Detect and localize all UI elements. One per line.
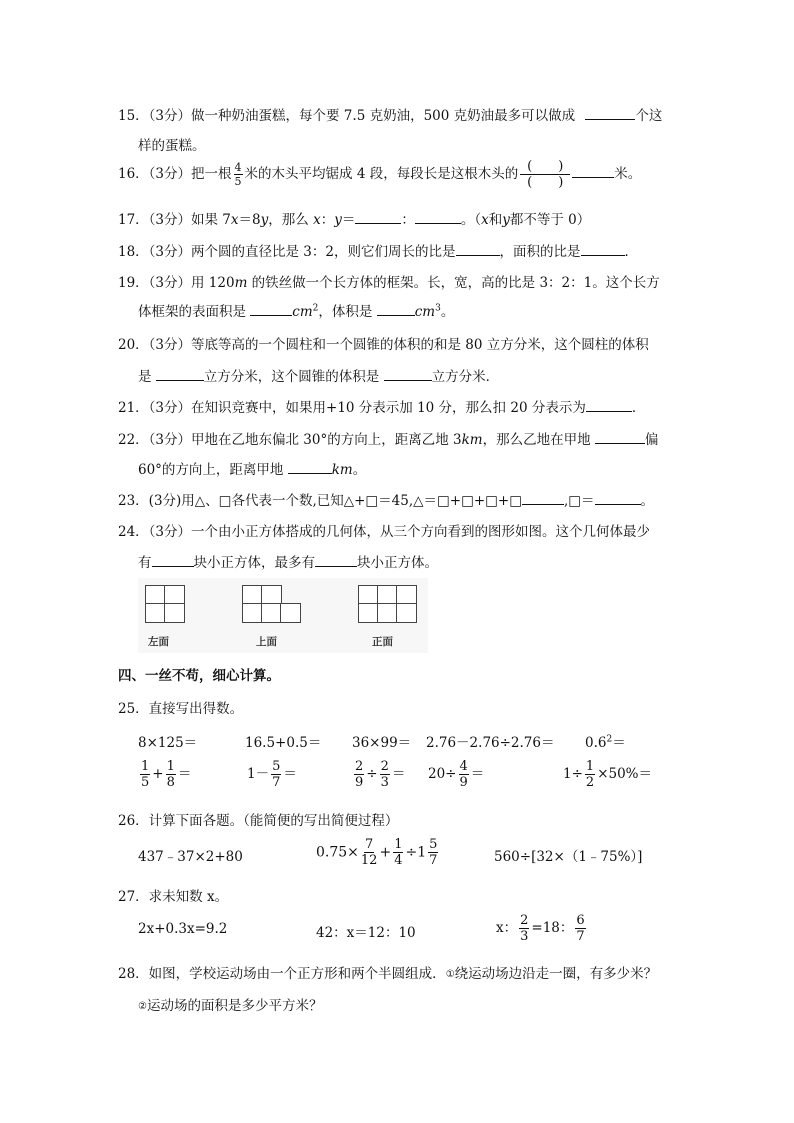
top-view-square [280,603,301,623]
question-21: 21．（3分）在知识竞赛中，如果用+10 分表示加 10 分，那么扣 20 分表示为 ． [118,396,645,416]
question-28: 28．如图，学校运动场由一个正方形和两个半圆组成．①绕运动场边沿走一圈，有多少米？ [118,966,658,982]
q25-item: 16.5+0.5＝ [245,735,322,751]
q16-answer-fraction[interactable]: $\frac{( )}{( )}$ [520,160,570,189]
left-view-square [145,585,166,605]
q23-blank-1[interactable] [522,490,564,505]
q20-blank-1[interactable] [156,366,204,381]
q21-blank[interactable] [586,397,632,412]
top-view-square [261,585,282,605]
q23-blank-2[interactable] [595,490,641,505]
q17-blank-1[interactable] [355,209,401,224]
question-19: 19．（3分）用 120m 的铁丝做一个长方体的框架。长，宽，高的比是 3：2：1。这个长方 [118,275,660,291]
q15-blank[interactable] [585,105,635,120]
q20-blank-2[interactable] [384,366,432,381]
top-view-square [261,603,282,623]
q15-text: 15．（3分）做一种奶油蛋糕，每个要 7.5 克奶油，500 克奶油最多可以做成 [118,108,576,124]
front-view-square [396,603,417,623]
q25-item: $\frac{2}{9}$ ÷ $\frac{2}{3}$ ＝ [355,759,406,790]
q26-item: 0.75× $\frac{7}{12}$ + $\frac{1}{4}$ ÷1 $\frac{5}{7}$ [316,837,438,868]
question-28-cont: ②运动场的面积是多少平方米？ [138,998,323,1014]
q17-blank-2[interactable] [415,209,461,224]
q16-fraction: $\frac{4}{5}$ [234,161,242,188]
question-26-title: 26．计算下面各题。（能简便的写出简便过程） [118,813,399,829]
left-view-square [145,603,166,623]
q27-item: 2x+0.3x=9.2 [138,921,228,937]
question-15: 15．（3分）做一种奶油蛋糕，每个要 7.5 克奶油，500 克奶油最多可以做成 个这 [118,104,662,124]
front-view-caption: 正面 [372,636,393,648]
front-view-square [358,603,379,623]
question-16: 16．（3分）把一根 $\frac{4}{5}$ 米的木头平均锯成 4 段，每段长是这根木头的 $\frac{( )}{( )}$ 米。 [118,159,642,190]
top-view-square [242,585,263,605]
q25-item: 20÷ $\frac{4}{9}$ ＝ [428,759,485,790]
q25-item: 8×125＝ [138,735,198,751]
front-view-square [377,603,398,623]
question-24-cont: 有 块小正方体，最多有 块小正方体。 [138,551,438,571]
q16-blank[interactable] [572,163,614,178]
front-view-square [358,585,379,605]
question-25-title: 25．直接写出得数。 [118,701,244,717]
front-view-square [377,585,398,605]
q25-item: 36×99＝ [352,735,412,751]
q25-item: $0.6^2=$ [585,734,626,751]
q24-blank-1[interactable] [152,552,194,567]
three-views-figure [138,578,428,653]
question-18: 18．（3分）两个圆的直径比是 3：2，则它们周长的比是 ，面积的比是 ． [118,240,638,260]
question-23: 23．(3分)用△、□各代表一个数,已知△+□＝45,△＝□+□+□+□ ,□＝ 。 [118,489,654,509]
left-view-caption: 左面 [148,636,169,648]
q25-item: 1－ $\frac{5}{7}$ ＝ [247,759,297,790]
q19-blank-1[interactable] [250,301,292,316]
circled-one: ① [445,968,455,980]
circled-two: ② [138,1000,147,1012]
q25-item: 1÷ $\frac{1}{2}$ ×50%＝ [563,759,653,790]
q26-item: 560÷[32×（1﹣75%）] [494,849,643,865]
q18-blank-1[interactable] [456,241,500,256]
question-20-cont: 是 立方分米，这个圆锥的体积是 立方分米． [138,365,499,385]
question-22-cont: 60°的方向上，距离甲地 km。 [138,458,366,478]
question-27-title: 27．求未知数 x。 [118,889,229,905]
question-19-cont: 体框架的表面积是 $cm^2$，体积是 $cm^3$。 [138,300,454,320]
top-view-caption: 上面 [256,636,277,648]
q18-blank-2[interactable] [581,241,625,256]
question-22: 22．（3分）甲地在乙地东偏北 30°的方向上，距离乙地 3km，那么乙地在甲地 偏 [118,428,658,448]
q19-blank-2[interactable] [377,301,415,316]
top-view-square [242,603,263,623]
question-17: 17．（3分）如果 7x＝8y，那么 x：y＝ ： 。（x和y都不等于 0） [118,208,590,228]
left-view-square [164,603,185,623]
front-view-square [396,585,417,605]
q25-item: 2.76－2.76÷2.76＝ [426,735,555,751]
q27-item: 42：x＝12：10 [316,925,416,941]
q25-item: $\frac{1}{5}$ + $\frac{1}{8}$ ＝ [141,759,192,790]
q22-blank-1[interactable] [595,429,645,444]
question-24: 24．（3分）一个由小正方体搭成的几何体，从三个方向看到的图形如图。这个几何体最少 [118,524,651,540]
question-15-cont: 样的蛋糕。 [138,138,206,154]
left-view-square [164,585,185,605]
q26-item: 437﹣37×2+80 [138,849,243,865]
q24-blank-2[interactable] [315,552,357,567]
q22-blank-2[interactable] [288,459,332,474]
question-20: 20．（3分）等底等高的一个圆柱和一个圆锥的体积的和是 80 立方分米，这个圆柱的体积 [118,337,649,353]
q27-item: x： $\frac{2}{3}$ =18： $\frac{6}{7}$ [496,913,585,944]
section-heading: 四、一丝不苟，细心计算。 [118,668,280,684]
